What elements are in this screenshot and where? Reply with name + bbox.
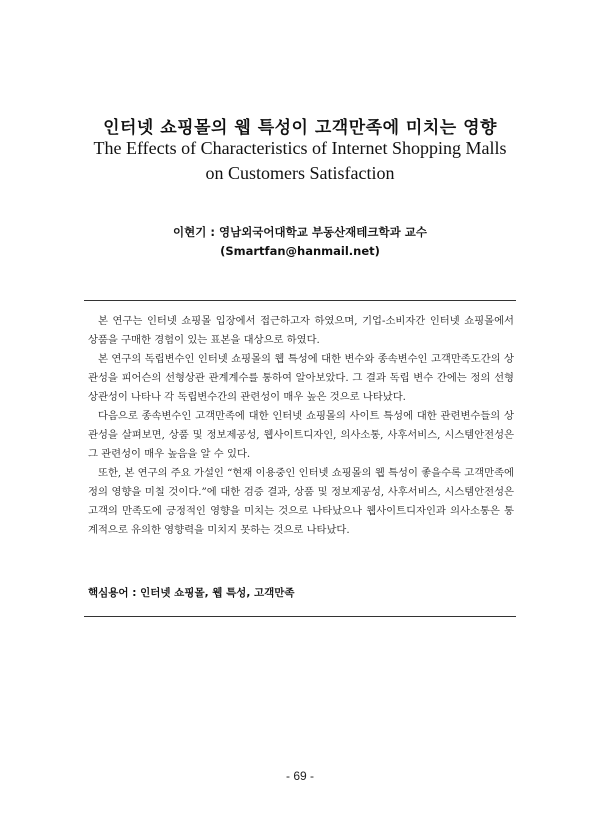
abstract [88, 312, 514, 540]
abstract-top-rule [84, 300, 516, 301]
keywords: 핵심용어 : 인터넷 쇼핑몰, 웹 특성, 고객만족 [88, 587, 295, 599]
author-block [0, 223, 600, 261]
author-affiliation: 이현기 : 영남외국어대학교 부동산재테크학과 교수 [173, 225, 427, 239]
abstract-paragraph-2: 본 연구의 독립변수인 인터넷 쇼핑몰의 웹 특성에 대한 변수와 종속변수인 고객만족도간의 상관성을 피어슨의 선형상관 관계계수를 통하여 알아보았다. 그 결과 독립 변수 간에는 정의 선형상관성이 나타나 각 독립변수간의 관련성이 매우 높은 것으로 나타났다. [88, 353, 514, 403]
abstract-bottom-rule [84, 616, 516, 617]
abstract-paragraph-1: 본 연구는 인터넷 쇼핑몰 입장에서 접근하고자 하였으며, 기업-소비자간 인터넷 쇼핑몰에서 상품을 구매한 경험이 있는 표본을 대상으로 하였다. [88, 315, 514, 346]
english-title-line-1: The Effects of Characteristics of Internet Shopping Malls [93, 138, 507, 158]
abstract-paragraph-4: 또한, 본 연구의 주요 가설인 “현재 이용중인 인터넷 쇼핑몰의 웹 특성이 좋을수록 고객만족에 정의 영향을 미칠 것이다.”에 대한 검증 결과, 상품 및 정보제공성, 사후서비스, 시스템안전성은 고객의 만족도에 긍정적인 영향을 미치는 것으로 나타났으나 웹사이트디자인과 의사소통은 통계적으로 유의한 영향력을 미치지 못하는 것으로 나타났다. [88, 467, 514, 536]
korean-title: 인터넷 쇼핑몰의 웹 특성이 고객만족에 미치는 영향 [103, 118, 497, 138]
english-title-line-2: on Customers Satisfaction [205, 163, 395, 183]
abstract-paragraph-3: 다음으로 종속변수인 고객만족에 대한 인터넷 쇼핑몰의 사이트 특성에 대한 관련변수들의 상관성을 살펴보면, 상품 및 정보제공성, 웹사이트디자인, 의사소통, 사후서비스, 시스템안전성은 그 관련성이 매우 높음을 알 수 있다. [88, 410, 514, 460]
english-title [0, 136, 600, 186]
author-email: (Smartfan@hanmail.net) [220, 244, 380, 258]
page-number: - 69 - [285, 769, 314, 783]
